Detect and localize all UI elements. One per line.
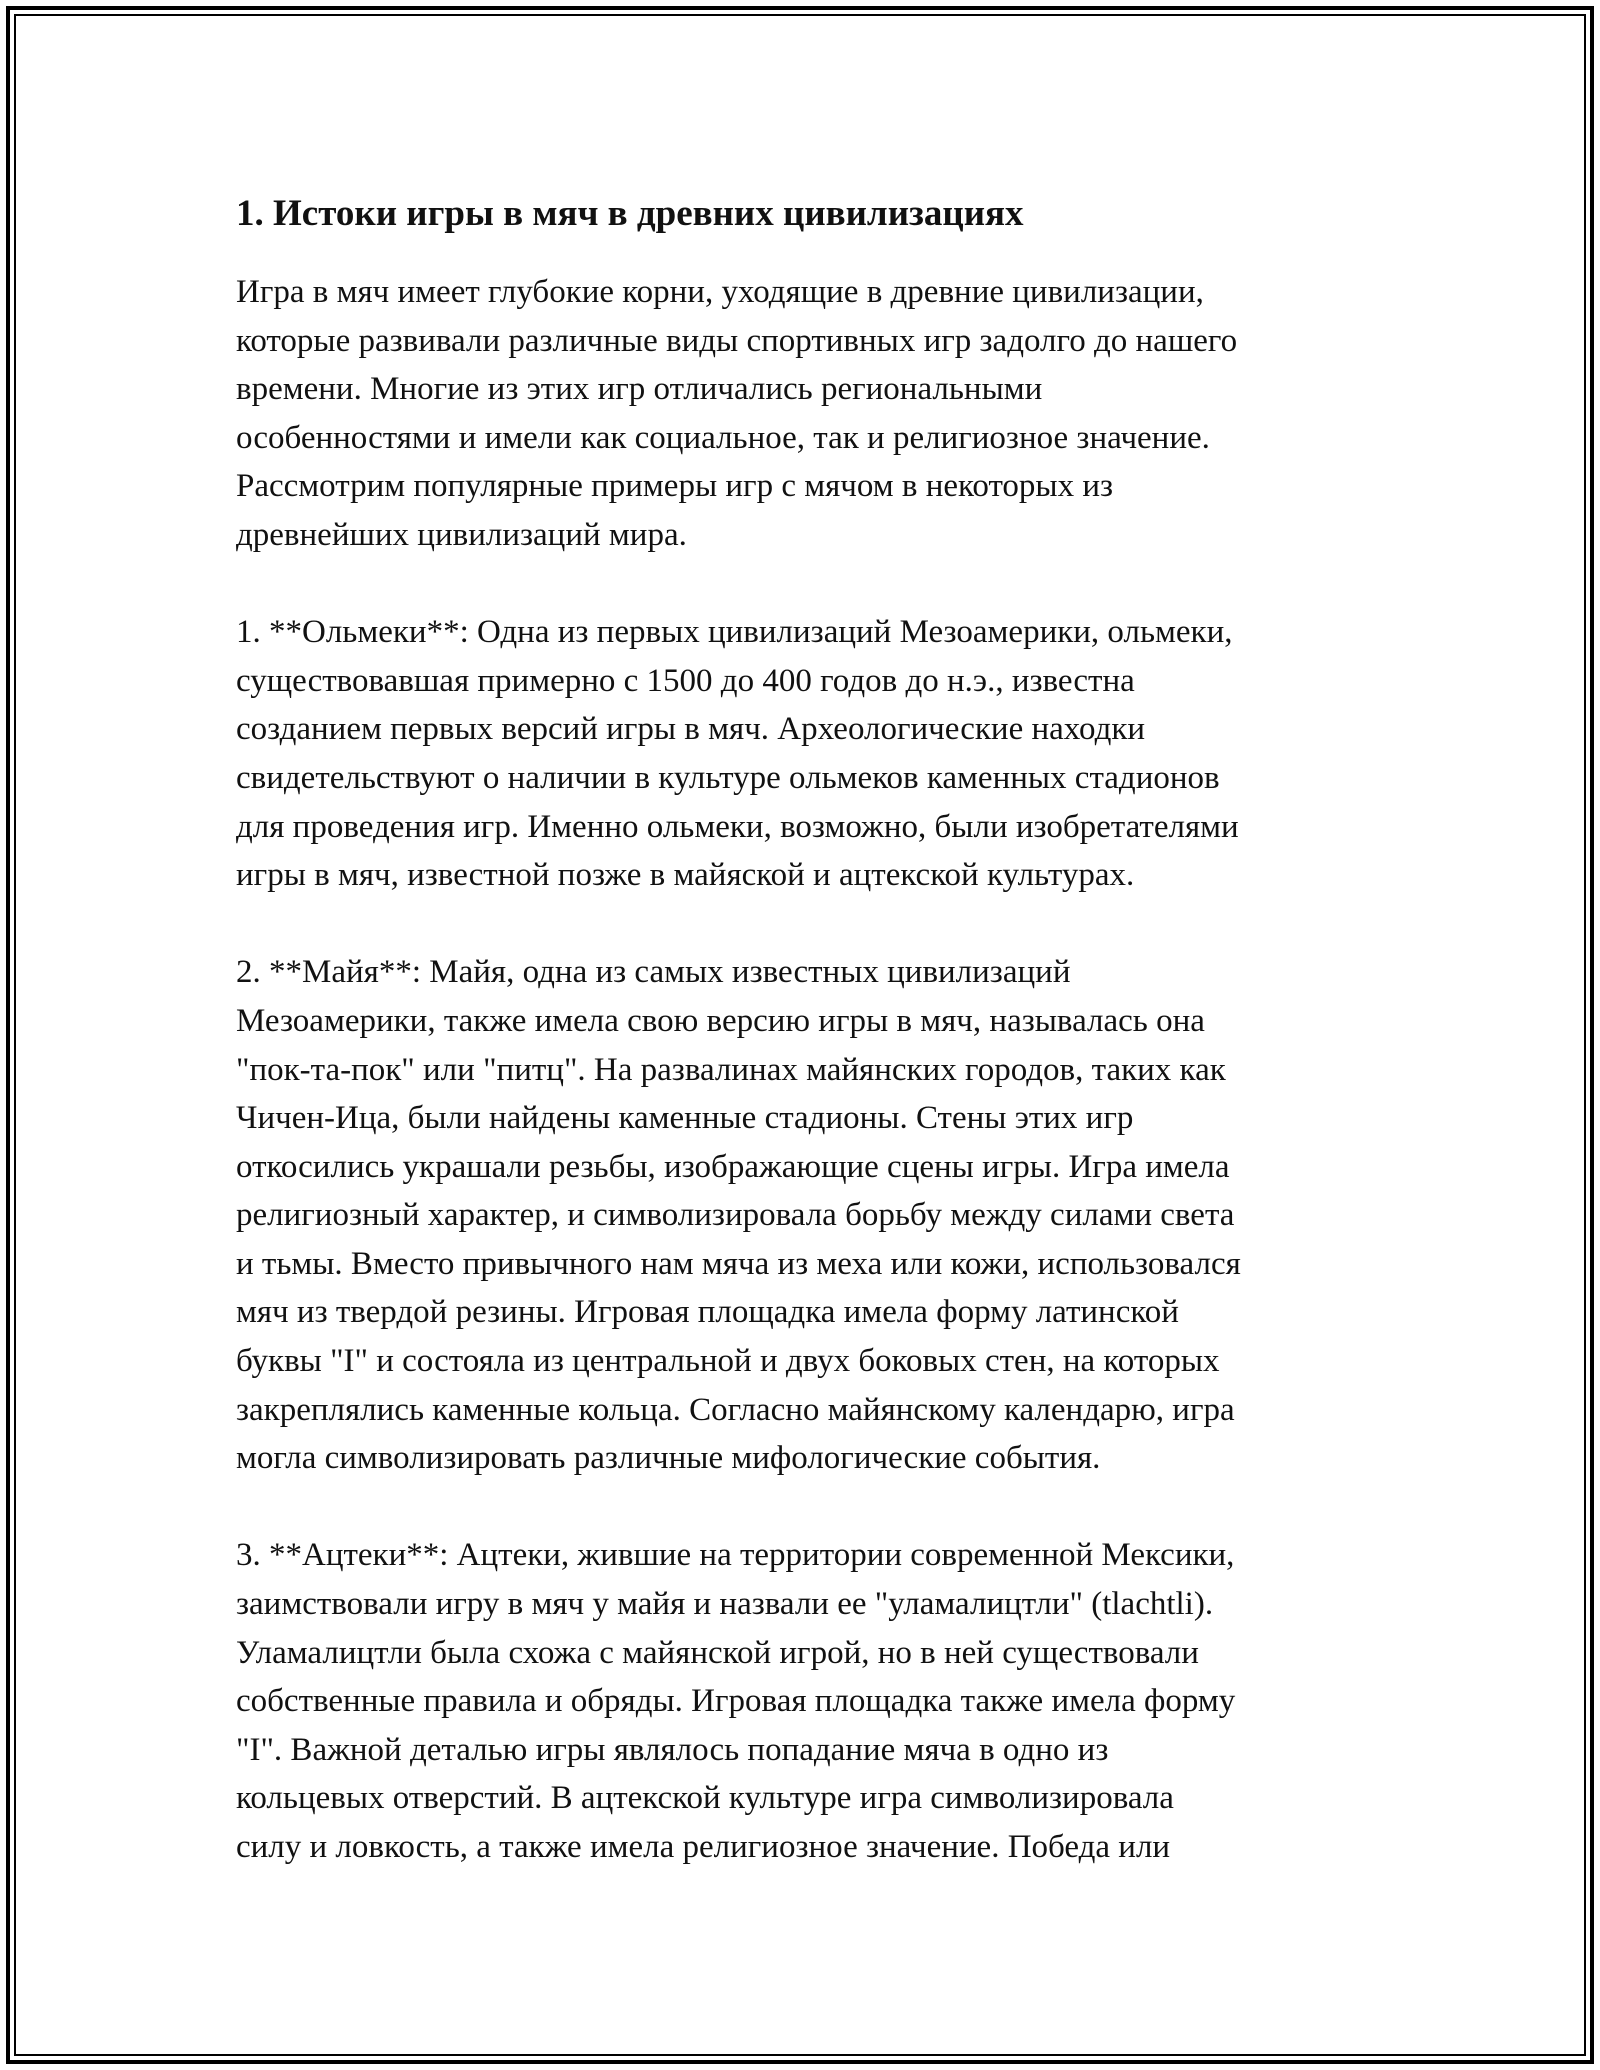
text-line: существовавшая примерно с 1500 до 400 годов до н.э., известна bbox=[236, 662, 1135, 699]
paragraph-gap bbox=[236, 1483, 1400, 1532]
paragraphs-container bbox=[236, 268, 1400, 1872]
text-line: религиозный характер, и символизировала борьбу между силами света bbox=[236, 1197, 1235, 1234]
paragraph-gap bbox=[236, 560, 1400, 609]
text-line: могла символизировать различные мифологические события. bbox=[236, 1440, 1101, 1477]
text-line: собственные правила и обряды. Игровая площадка также имела форму bbox=[236, 1683, 1236, 1720]
paragraph-gap bbox=[236, 900, 1400, 949]
text-line: времени. Многие из этих игр отличались региональными bbox=[236, 371, 1043, 408]
text-line: заимствовали игру в мяч у майя и назвали ее "уламалицтли" (tlachtli). bbox=[236, 1586, 1214, 1623]
text-line: "пок-та-пок" или "питц". На развалинах майянских городов, таких как bbox=[236, 1051, 1226, 1088]
text-line: 3. **Ацтеки**: Ацтеки, жившие на территории современной Мексики, bbox=[236, 1537, 1235, 1574]
text-line: буквы "I" и состояла из центральной и двух боковых стен, на которых bbox=[236, 1343, 1220, 1380]
text-line: игры в мяч, известной позже в майяской и ацтекской культурах. bbox=[236, 857, 1135, 894]
text-line: мяч из твердой резины. Игровая площадка имела форму латинской bbox=[236, 1294, 1179, 1331]
text-line: и тьмы. Вместо привычного нам мяча из меха или кожи, использовался bbox=[236, 1245, 1241, 1282]
text-line: Чичен-Ица, были найдены каменные стадионы. Стены этих игр bbox=[236, 1100, 1134, 1137]
paragraph-2 bbox=[236, 608, 1400, 900]
document-body bbox=[236, 188, 1400, 1872]
text-line: созданием первых версий игры в мяч. Археологические находки bbox=[236, 711, 1146, 748]
text-line: Мезоамерики, также имела свою версию игры в мяч, называлась она bbox=[236, 1002, 1205, 1039]
paragraph-1 bbox=[236, 268, 1400, 560]
text-line: Рассмотрим популярные примеры игр с мячом в некоторых из bbox=[236, 468, 1114, 505]
text-line: Уламалицтли была схожа с майянской игрой, но в ней существовали bbox=[236, 1634, 1199, 1671]
text-line: 1. **Ольмеки**: Одна из первых цивилизаций Мезоамерики, ольмеки, bbox=[236, 614, 1233, 651]
text-line: свидетельствуют о наличии в культуре ольмеков каменных стадионов bbox=[236, 759, 1220, 796]
text-line: закреплялись каменные кольца. Согласно майянскому календарю, игра bbox=[236, 1391, 1235, 1428]
paragraph-3 bbox=[236, 948, 1400, 1483]
text-line: кольцевых отверстий. В ацтекской культуре игра символизировала bbox=[236, 1780, 1174, 1817]
text-line: особенностями и имели как социальное, так и религиозное значение. bbox=[236, 419, 1210, 456]
text-line: 2. **Майя**: Майя, одна из самых известных цивилизаций bbox=[236, 954, 1071, 991]
text-line: для проведения игр. Именно ольмеки, возможно, были изобретателями bbox=[236, 808, 1239, 845]
text-line: Игра в мяч имеет глубокие корни, уходящие в древние цивилизации, bbox=[236, 274, 1204, 310]
text-line: откосились украшали резьбы, изображающие сцены игры. Игра имела bbox=[236, 1148, 1230, 1185]
paragraph-4 bbox=[236, 1531, 1400, 1871]
text-line: которые развивали различные виды спортивных игр задолго до нашего bbox=[236, 322, 1238, 359]
text-line: "I". Важной деталью игры являлось попадание мяча в одно из bbox=[236, 1731, 1109, 1768]
text-line: силу и ловкость, а также имела религиозное значение. Победа или bbox=[236, 1829, 1171, 1865]
section-heading: 1. Истоки игры в мяч в древних цивилизациях bbox=[236, 193, 1024, 234]
text-line: древнейших цивилизаций мира. bbox=[236, 516, 687, 553]
